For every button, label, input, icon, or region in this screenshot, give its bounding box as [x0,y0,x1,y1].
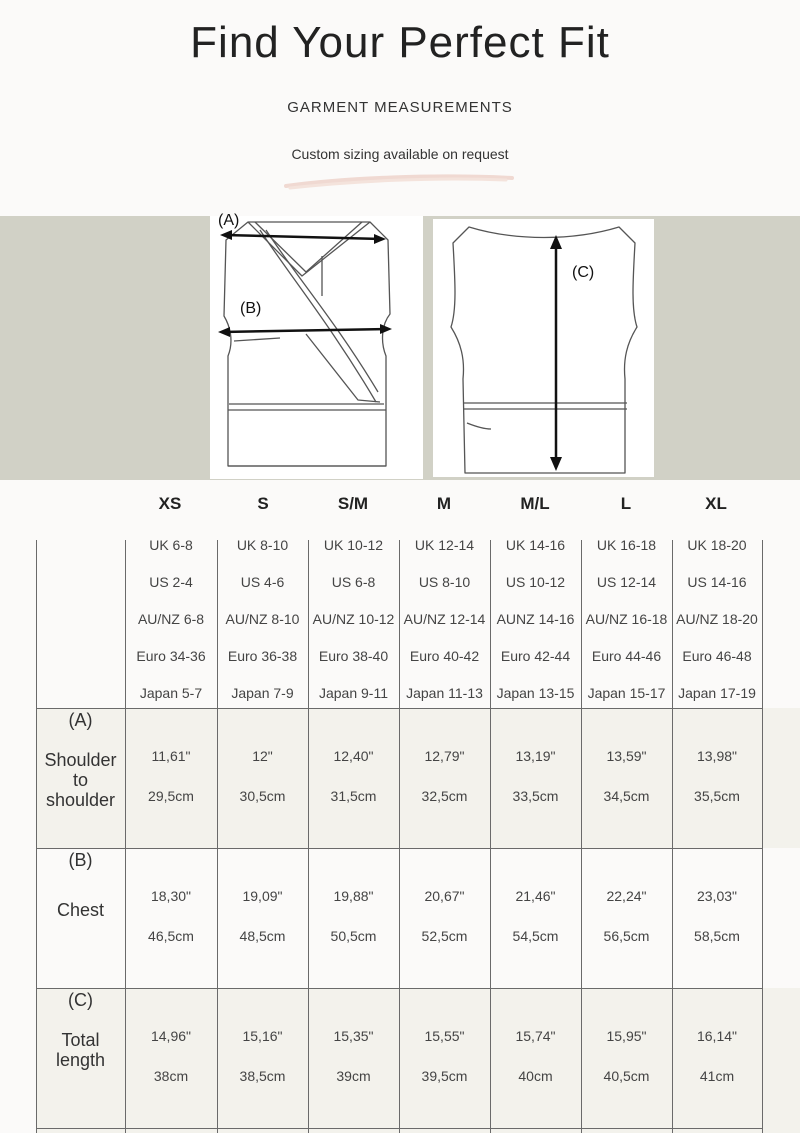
size-header-xs: XS [158,494,182,513]
measurement-inches: 18,30" [150,888,191,904]
size-conversion-cell: AUNZ 14-16 [496,611,575,627]
size-conversion-cell: US 10-12 [505,574,566,590]
measurement-letter: (C) [68,990,93,1010]
measurement-cm: 58,5cm [694,928,740,944]
table-column-divider [125,540,126,1133]
size-conversion-cell: Japan 7-9 [231,685,294,701]
size-conversion-cell: UK 6-8 [149,537,193,553]
size-conversion-cell: Euro 34-36 [136,648,206,664]
measurement-inches: 14,96" [150,1028,191,1044]
measurement-inches: 15,16" [242,1028,283,1044]
measurement-label: Total [61,1030,100,1050]
size-conversion-cell: US 4-6 [240,574,285,590]
measurement-cm: 40,5cm [603,1068,650,1084]
size-conversion-cell: Euro 36-38 [227,648,298,664]
measurement-inches: 12,40" [333,748,374,764]
measurement-inches: 13,98" [696,748,737,764]
measurement-label: Shoulder [44,750,117,770]
measurement-cm: 56,5cm [603,928,650,944]
size-conversion-cell: Euro 38-40 [318,648,389,664]
page-subtitle: GARMENT MEASUREMENTS [287,99,513,116]
size-conversion-cell: US 12-14 [596,574,657,590]
measurement-inches: 22,24" [606,888,647,904]
size-header-xl: XL [705,494,727,513]
size-conversion-cell: US 2-4 [149,574,193,590]
table-column-divider [308,540,309,1133]
label-c: (C) [572,264,595,281]
measurement-cm: 52,5cm [421,928,468,944]
size-conversion-cell: AU/NZ 16-18 [585,611,668,627]
size-conversion-cell: Japan 13-15 [496,685,575,701]
back-garment-diagram [433,219,654,477]
measurement-cm: 30,5cm [239,788,286,804]
size-conversion-cell: UK 8-10 [236,537,289,553]
size-conversion-cell: Japan 15-17 [587,685,666,701]
measurement-inches: 12,79" [424,748,465,764]
measurement-label: Chest [56,900,105,920]
measurement-inches: 13,59" [606,748,647,764]
size-conversion-cell: AU/NZ 12-14 [403,611,486,627]
size-conversion-cell: US 14-16 [687,574,747,590]
measurement-cm: 29,5cm [148,788,194,804]
measurement-cm: 40cm [518,1068,553,1084]
measurement-inches: 11,61" [151,748,191,764]
front-garment-diagram [210,216,423,479]
size-header-m: M [436,494,452,513]
measurement-label: length [55,1050,106,1070]
measurement-letter: (B) [68,850,93,870]
measurement-cm: 38cm [153,1068,189,1084]
size-header-s: S [257,494,269,513]
measurement-inches: 16,14" [696,1028,737,1044]
measurement-inches: 15,95" [606,1028,647,1044]
measurement-cm: 39cm [336,1068,371,1084]
size-conversion-cell: Japan 17-19 [678,685,756,701]
label-b: (B) [240,300,262,317]
table-column-divider [762,540,763,1133]
size-chart-table [0,537,800,1133]
size-conversion-cell: Euro 44-46 [591,648,662,664]
measurement-cm: 35,5cm [694,788,740,804]
measurement-inches: 15,55" [424,1028,465,1044]
size-conversion-cell: US 6-8 [331,574,376,590]
size-conversion-cell: UK 12-14 [414,537,475,553]
size-conversion-cell: Japan 5-7 [139,685,203,701]
size-conversion-cell: UK 10-12 [323,537,384,553]
measurement-cm: 41cm [699,1068,735,1084]
measurement-inches: 13,19" [515,748,556,764]
size-conversion-cell: AU/NZ 10-12 [312,611,395,627]
measurement-label: shoulder [45,790,116,810]
size-conversion-cell: AU/NZ 6-8 [137,611,205,627]
measurement-cm: 32,5cm [421,788,468,804]
table-column-divider [217,540,218,1133]
measurement-label: to [72,770,88,790]
measurement-cm: 50,5cm [330,928,377,944]
size-header-l: L [620,494,632,513]
measurement-cm: 34,5cm [603,788,650,804]
table-column-divider [490,540,491,1133]
measurement-cm: 48,5cm [239,928,286,944]
measurement-inches: 20,67" [424,888,465,904]
shaded-row-bg [36,708,800,848]
size-conversion-cell: Japan 11-13 [406,685,483,701]
size-conversion-cell: UK 14-16 [505,537,566,553]
table-column-divider [581,540,582,1133]
custom-sizing-note: Custom sizing available on request [291,146,509,162]
measurement-cm: 54,5cm [512,928,559,944]
brush-stroke-decoration [284,170,514,192]
measurement-letter: (A) [68,710,93,730]
page-title: Find Your Perfect Fit [190,18,610,67]
measurement-inches: 21,46" [515,888,556,904]
size-header-s-m: S/M [337,494,369,513]
size-conversion-cell: Euro 42-44 [500,648,571,664]
table-column-divider [399,540,400,1133]
measurement-inches: 23,03" [696,888,737,904]
size-conversion-cell: Euro 40-42 [409,648,480,664]
table-row-divider [36,988,762,989]
measurement-inches: 12" [252,748,273,764]
label-a: (A) [218,212,240,229]
size-conversion-cell: Euro 46-48 [682,648,752,664]
measurement-cm: 39,5cm [421,1068,468,1084]
measurement-inches: 19,88" [333,888,374,904]
size-conversion-cell: US 8-10 [418,574,471,590]
measurement-inches: 15,35" [333,1028,374,1044]
size-header-m-l: M/L [520,494,550,513]
measurement-cm: 46,5cm [148,928,194,944]
size-conversion-cell: UK 16-18 [596,537,657,553]
size-conversion-cell: Japan 9-11 [318,685,388,701]
shaded-row-bg [36,988,800,1133]
table-column-divider [672,540,673,1133]
measurement-inches: 19,09" [242,888,283,904]
measurement-inches: 15,74" [515,1028,556,1044]
measurement-cm: 31,5cm [330,788,377,804]
size-conversion-cell: AU/NZ 8-10 [225,611,300,627]
table-row-divider [36,848,762,849]
size-conversion-cell: AU/NZ 18-20 [676,611,758,627]
measurement-cm: 33,5cm [512,788,559,804]
table-row-divider [36,1128,762,1129]
table-row-divider [36,708,762,709]
measurement-cm: 38,5cm [239,1068,286,1084]
size-conversion-cell: UK 18-20 [687,537,747,553]
